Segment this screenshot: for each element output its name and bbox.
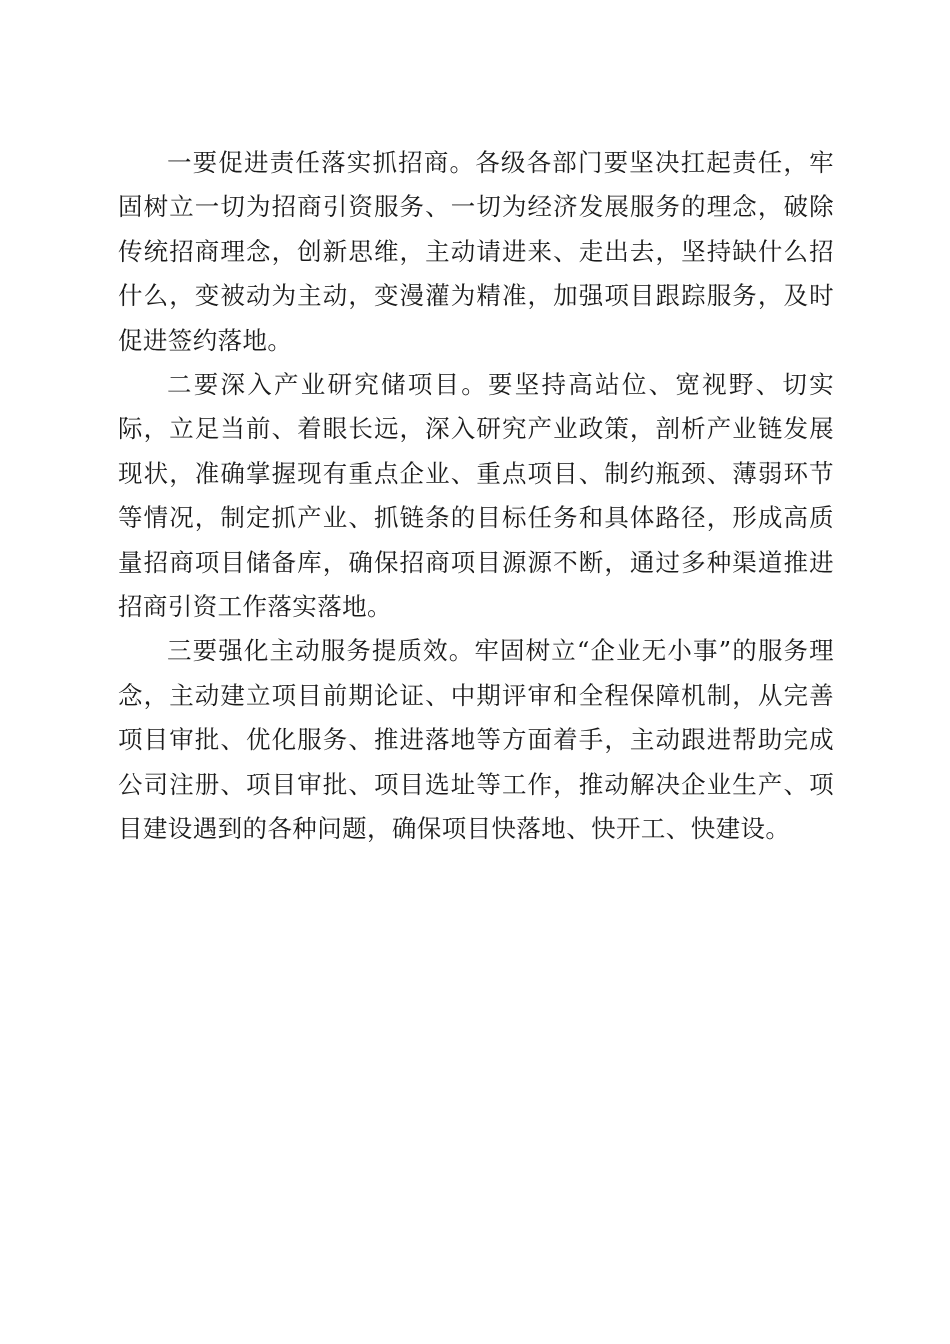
paragraph-3: 三要强化主动服务提质效。牢固树立“企业无小事”的服务理念，主动建立项目前期论证、中期评审和全程保障机制，从完善项目审批、优化服务、推进落地等方面着手，主动跟进帮助完成公司注册、项目审批、项目选址等工作，推动解决企业生产、项目建设遇到的各种问题，确保项目快落地、快开工、快建设。	[118, 636, 834, 844]
paragraph-2: 二要深入产业研究储项目。要坚持高站位、宽视野、切实际，立足当前、着眼长远，深入研究产业政策，剖析产业链发展现状，准确掌握现有重点企业、重点项目、制约瓶颈、薄弱环节等情况，制定抓产业、抓链条的目标任务和具体路径，形成高质量招商项目储备库，确保招商项目源源不断，通过多种渠道推进招商引资工作落实落地。	[118, 370, 834, 622]
paragraph-1: 一要促进责任落实抓招商。各级各部门要坚决扛起责任，牢固树立一切为招商引资服务、一切为经济发展服务的理念，破除传统招商理念，创新思维，主动请进来、走出去，坚持缺什么招什么，变被动为主动，变漫灌为精准，加强项目跟踪服务，及时促进签约落地。	[118, 148, 834, 355]
document-body	[118, 141, 834, 852]
